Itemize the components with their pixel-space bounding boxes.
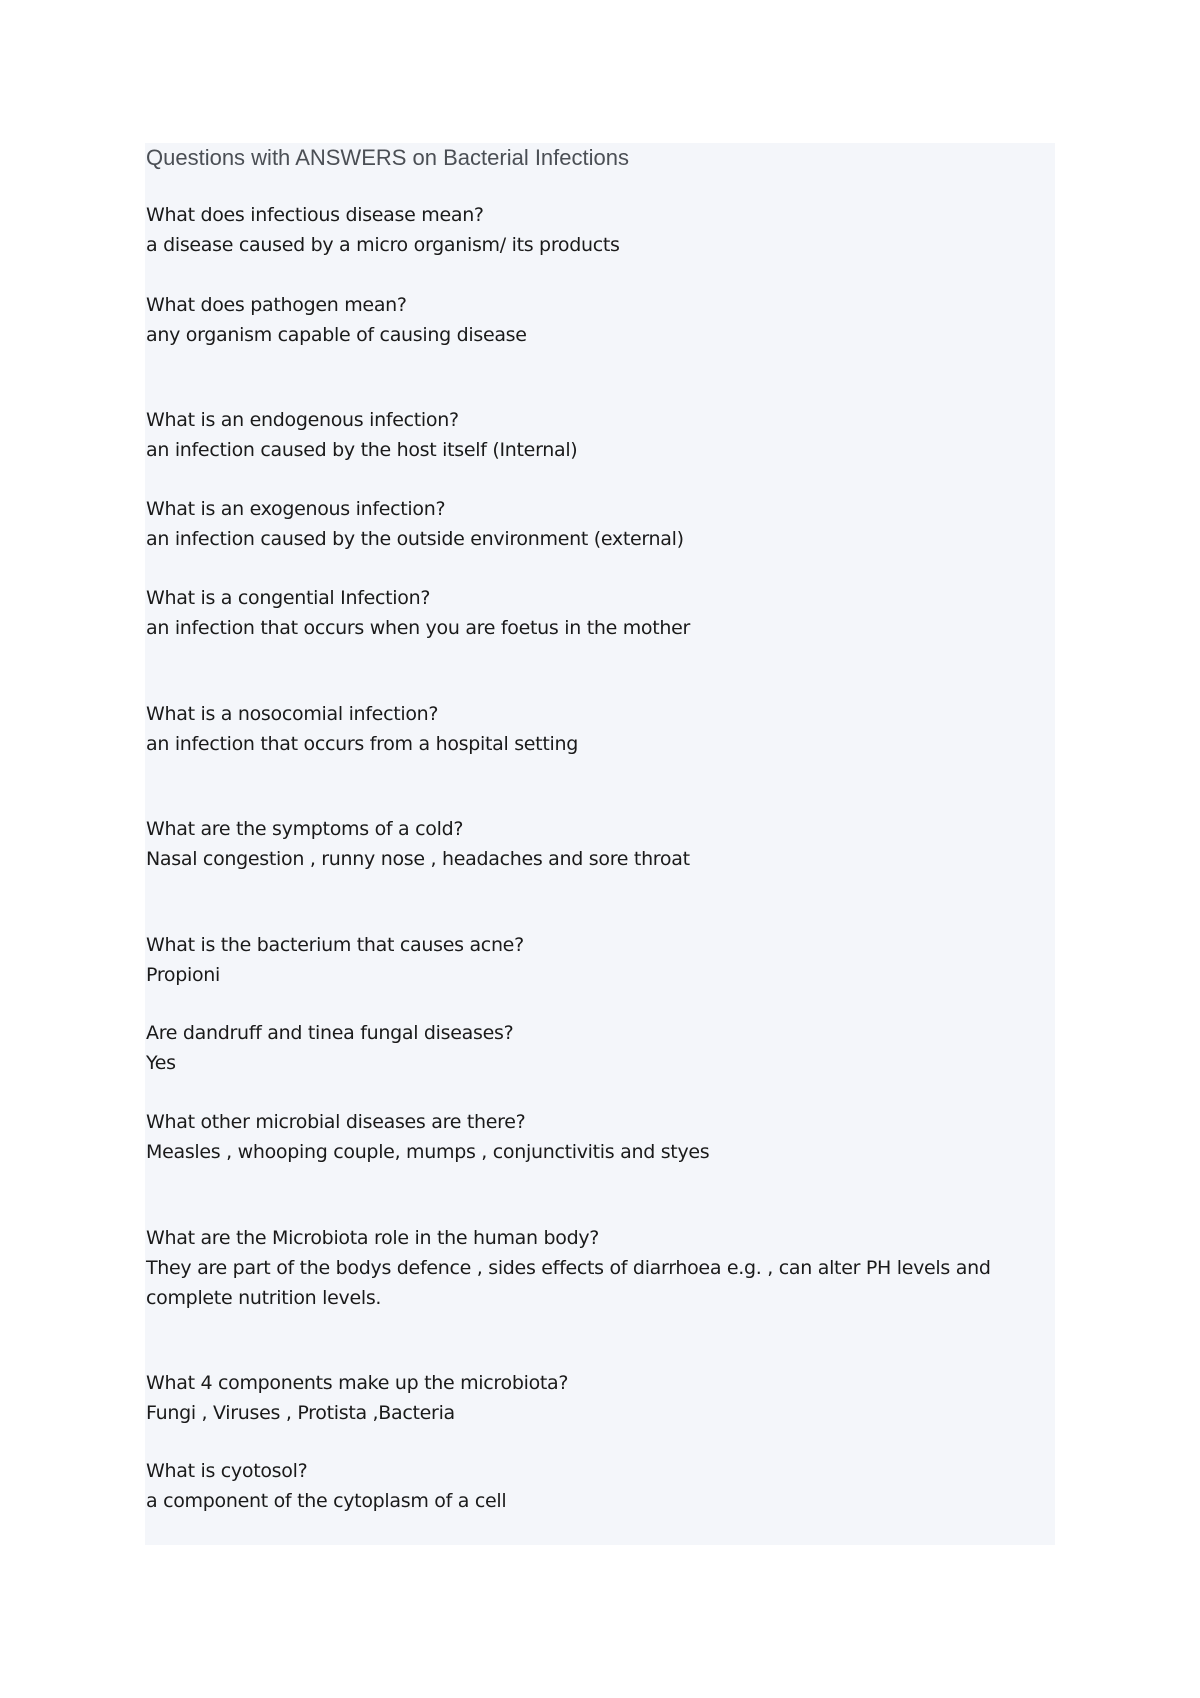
question-text: What are the symptoms of a cold? <box>146 818 464 840</box>
qa-item <box>146 1223 1046 1313</box>
qa-item <box>146 814 1046 874</box>
qa-item <box>146 405 1046 465</box>
qa-item <box>146 200 1046 260</box>
answer-text: an infection that occurs when you are foetus in the mother <box>146 617 691 639</box>
question-text: What does infectious disease mean? <box>146 204 484 226</box>
question-text: What is a nosocomial infection? <box>146 703 439 725</box>
answer-text: Fungi , Viruses , Protista ,Bacteria <box>146 1402 455 1424</box>
answer-text: Propioni <box>146 964 221 986</box>
answer-text: Measles , whooping couple, mumps , conjunctivitis and styes <box>146 1141 710 1163</box>
question-text: Are dandruff and tinea fungal diseases? <box>146 1022 514 1044</box>
answer-text: They are part of the bodys defence , sides effects of diarrhoea e.g. , can alter PH levels and complete nutrition levels. <box>146 1257 991 1309</box>
question-text: What does pathogen mean? <box>146 294 407 316</box>
document-title: Questions with ANSWERS on Bacterial Infections <box>146 145 629 170</box>
answer-text: any organism capable of causing disease <box>146 324 527 346</box>
question-text: What other microbial diseases are there? <box>146 1111 526 1133</box>
answer-text: a disease caused by a micro organism/ its products <box>146 234 620 256</box>
answer-text: Yes <box>146 1052 176 1074</box>
answer-text: an infection that occurs from a hospital setting <box>146 733 578 755</box>
answer-text: Nasal congestion , runny nose , headaches and sore throat <box>146 848 690 870</box>
qa-item <box>146 699 1046 759</box>
qa-item <box>146 494 1046 554</box>
answer-text: a component of the cytoplasm of a cell <box>146 1490 507 1512</box>
question-text: What is a congential Infection? <box>146 587 431 609</box>
question-text: What is an exogenous infection? <box>146 498 446 520</box>
qa-item <box>146 583 1046 643</box>
qa-item <box>146 1368 1046 1428</box>
qa-item <box>146 1018 1046 1078</box>
qa-item <box>146 1107 1046 1167</box>
answer-text: an infection caused by the host itself (Internal) <box>146 439 578 461</box>
qa-item <box>146 290 1046 350</box>
question-text: What is cyotosol? <box>146 1460 308 1482</box>
qa-item <box>146 1456 1046 1516</box>
question-text: What 4 components make up the microbiota? <box>146 1372 569 1394</box>
question-text: What is the bacterium that causes acne? <box>146 934 524 956</box>
qa-item <box>146 930 1046 990</box>
answer-text: an infection caused by the outside environment (external) <box>146 528 684 550</box>
question-text: What are the Microbiota role in the human body? <box>146 1227 600 1249</box>
question-text: What is an endogenous infection? <box>146 409 459 431</box>
